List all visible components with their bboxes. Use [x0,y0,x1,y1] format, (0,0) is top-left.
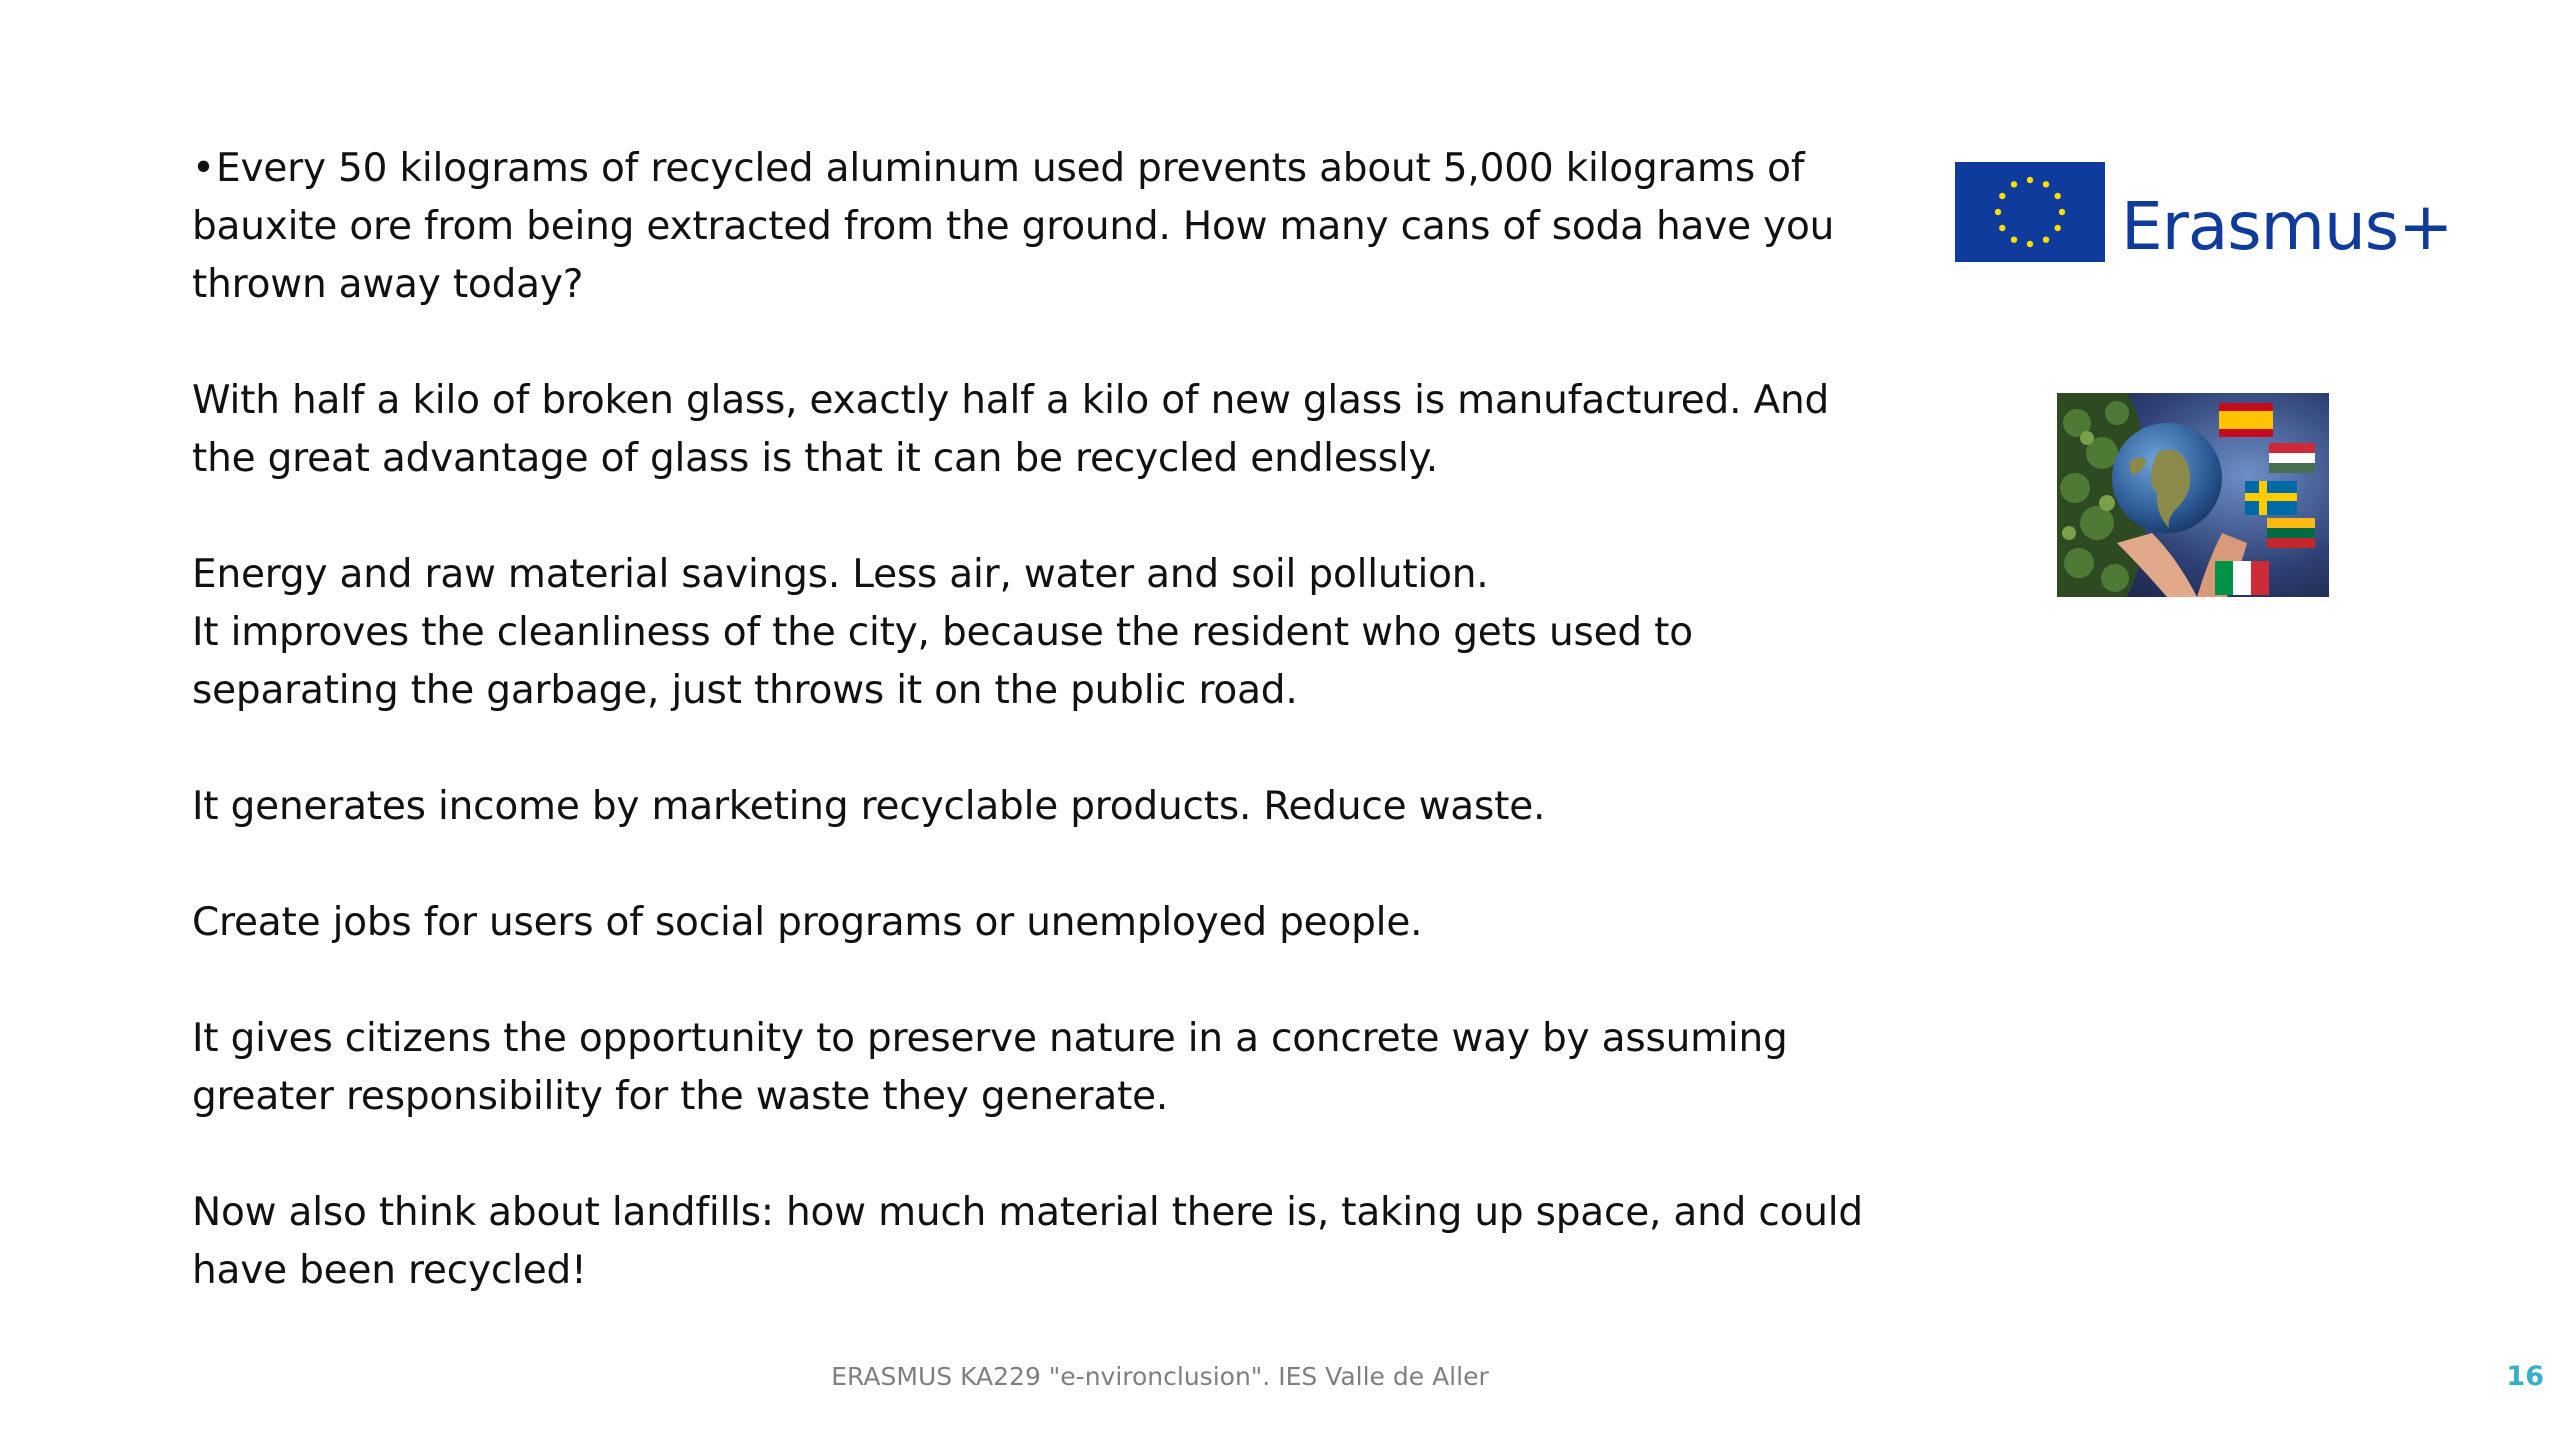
globe-in-hands-with-flags-image [2057,393,2329,597]
page-number: 16 [2506,1361,2544,1392]
paragraph-aluminum [192,140,1912,314]
bullet-icon: • [192,146,215,191]
paragraph-jobs [192,894,1912,952]
eu-flag-icon [1955,162,2105,262]
text-line: It generates income by marketing recyclable products. Reduce waste. [192,784,1546,829]
paragraph-citizens [192,1010,1912,1126]
text-line: Create jobs for users of social programs or unemployed people. [192,900,1423,945]
paragraph-savings [192,546,1912,720]
text-line: It gives citizens the opportunity to preserve nature in a concrete way by assuming [192,1016,1788,1061]
text-line [192,140,1912,198]
text-line: the great advantage of glass is that it can be recycled endlessly. [192,436,1438,481]
text-line: Now also think about landfills: how much material there is, taking up space, and could [192,1190,1863,1235]
erasmus-plus-logo [1955,158,2453,265]
text-line-content: Every 50 kilograms of recycled aluminum used prevents about 5,000 kilograms of [216,146,1805,191]
text-line: bauxite ore from being extracted from the ground. How many cans of soda have you [192,204,1835,249]
text-line: greater responsibility for the waste they generate. [192,1074,1169,1119]
footer-text: ERASMUS KA229 "e-nvironclusion". IES Valle de Aller [831,1362,1489,1391]
paragraph-income [192,778,1912,836]
text-line: Energy and raw material savings. Less air, water and soil pollution. [192,552,1489,597]
erasmus-plus-wordmark: Erasmus+ [2121,188,2453,265]
slide-body [192,140,1912,1300]
text-line: separating the garbage, just throws it on the public road. [192,668,1298,713]
paragraph-landfills [192,1184,1912,1300]
text-line: With half a kilo of broken glass, exactly half a kilo of new glass is manufactured. And [192,378,1830,423]
text-line: thrown away today? [192,262,584,307]
text-line: have been recycled! [192,1248,587,1293]
paragraph-glass [192,372,1912,488]
text-line: It improves the cleanliness of the city, because the resident who gets used to [192,610,1693,655]
